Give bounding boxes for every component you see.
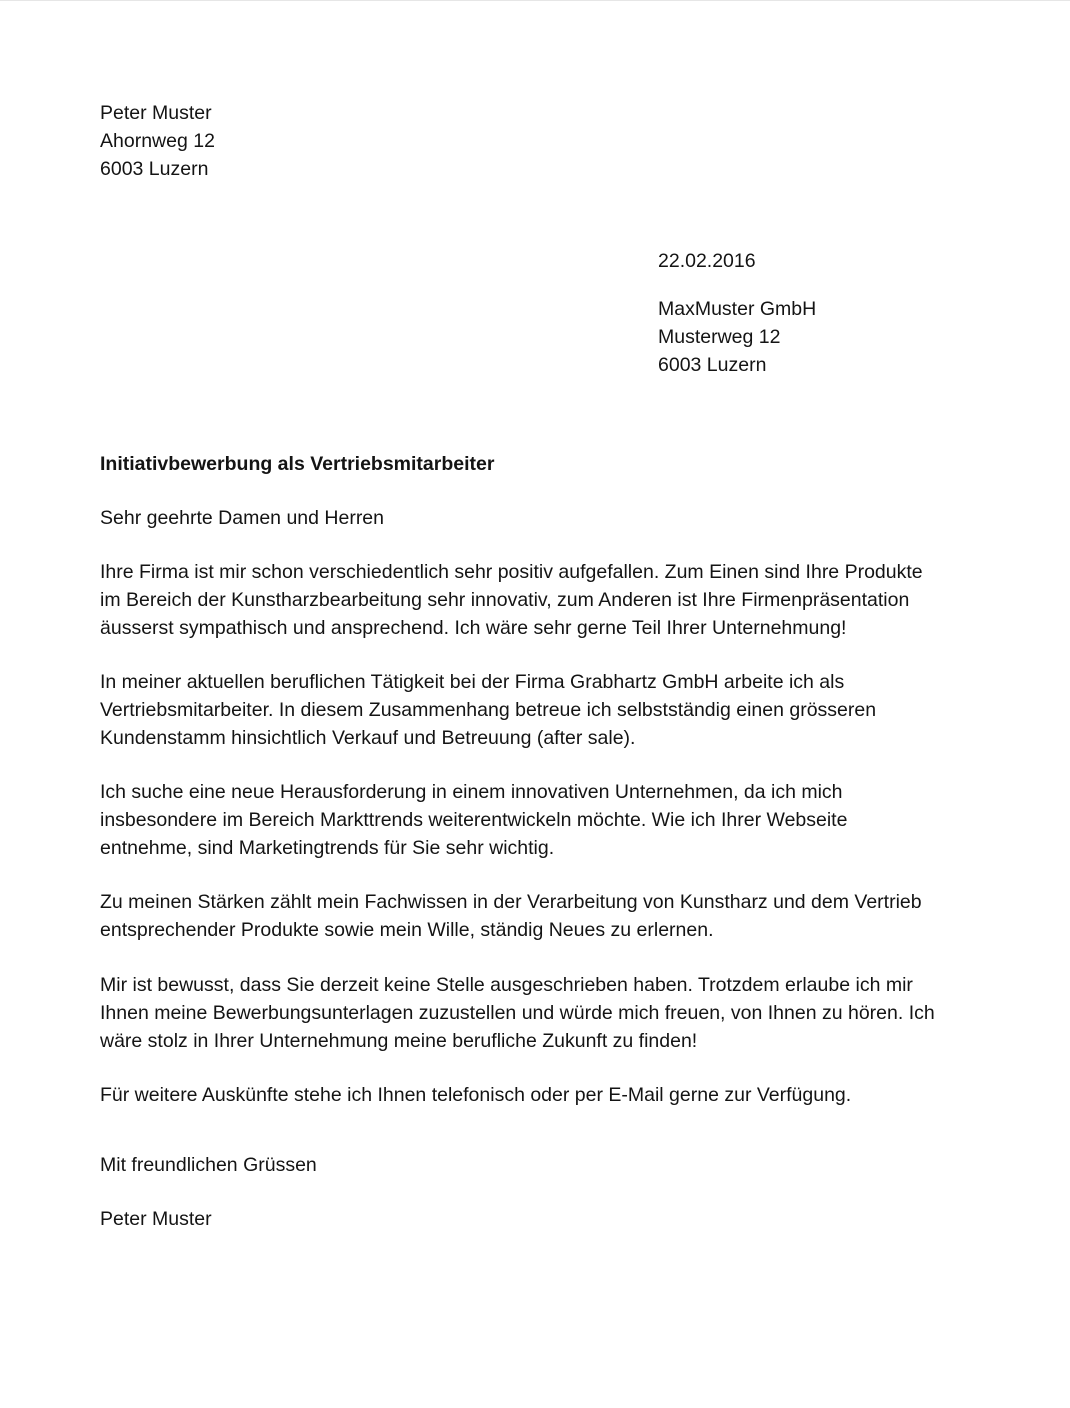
date-recipient-block [658, 247, 938, 379]
body-paragraph-2: In meiner aktuellen beruflichen Tätigkeit bei der Firma Grabhartz GmbH arbeite ich als Vertriebsmitarbeiter. In diesem Zusammenhang betreue ich selbstständig einen grösseren Kundenstamm hinsichtlich Verkauf und Betreuung (after sale). [100, 670, 877, 750]
recipient-address-block [658, 295, 938, 379]
body-paragraph-3: Ich suche eine neue Herausforderung in einem innovativen Unternehmen, da ich mich insbesondere im Bereich Markttrends weiterentwickeln möchte. Wie ich Ihrer Webseite entnehme, sind Marketingtrends für Sie sehr wichtig. [100, 781, 848, 860]
closing-phrase: Mit freundlichen Grüssen [100, 1153, 317, 1176]
body-paragraph-4: Zu meinen Stärken zählt mein Fachwissen in der Verarbeitung von Kunstharz und dem Vertrieb entsprechender Produkte sowie mein Wille, ständig Neues zu erlernen. [100, 891, 922, 942]
recipient-company: MaxMuster GmbH [658, 298, 817, 321]
sender-address-block [100, 99, 938, 183]
sender-city: 6003 Luzern [100, 158, 209, 181]
subject-line: Initiativbewerbung als Vertriebsmitarbeiter [100, 452, 495, 475]
recipient-street: Musterweg 12 [658, 326, 781, 349]
recipient-city: 6003 Luzern [658, 354, 767, 377]
letter-date: 22.02.2016 [658, 250, 756, 273]
sender-street: Ahornweg 12 [100, 130, 215, 153]
body-paragraph-5: Mir ist bewusst, dass Sie derzeit keine Stelle ausgeschrieben haben. Trotzdem erlaube ich mir Ihnen meine Bewerbungsunterlagen zuzustellen und würde mich freuen, von Ihnen zu hören. Ich wäre stolz in Ihrer Unternehmung meine berufliche Zukunft zu finden! [100, 973, 935, 1052]
body-paragraph-1: Ihre Firma ist mir schon verschiedentlich sehr positiv aufgefallen. Zum Einen sind Ihre Produkte im Bereich der Kunstharzbearbeitung sehr innovativ, zum Anderen ist Ihre Firmenpräsentation äusserst sympathisch und ansprechend. Ich wäre sehr gerne Teil Ihrer Unternehmung! [100, 560, 923, 639]
signature-name: Peter Muster [100, 1207, 212, 1230]
salutation: Sehr geehrte Damen und Herren [100, 506, 384, 529]
sender-name: Peter Muster [100, 102, 212, 124]
body-paragraph-6: Für weitere Auskünfte stehe ich Ihnen telefonisch oder per E-Mail gerne zur Verfügung. [100, 1083, 852, 1106]
